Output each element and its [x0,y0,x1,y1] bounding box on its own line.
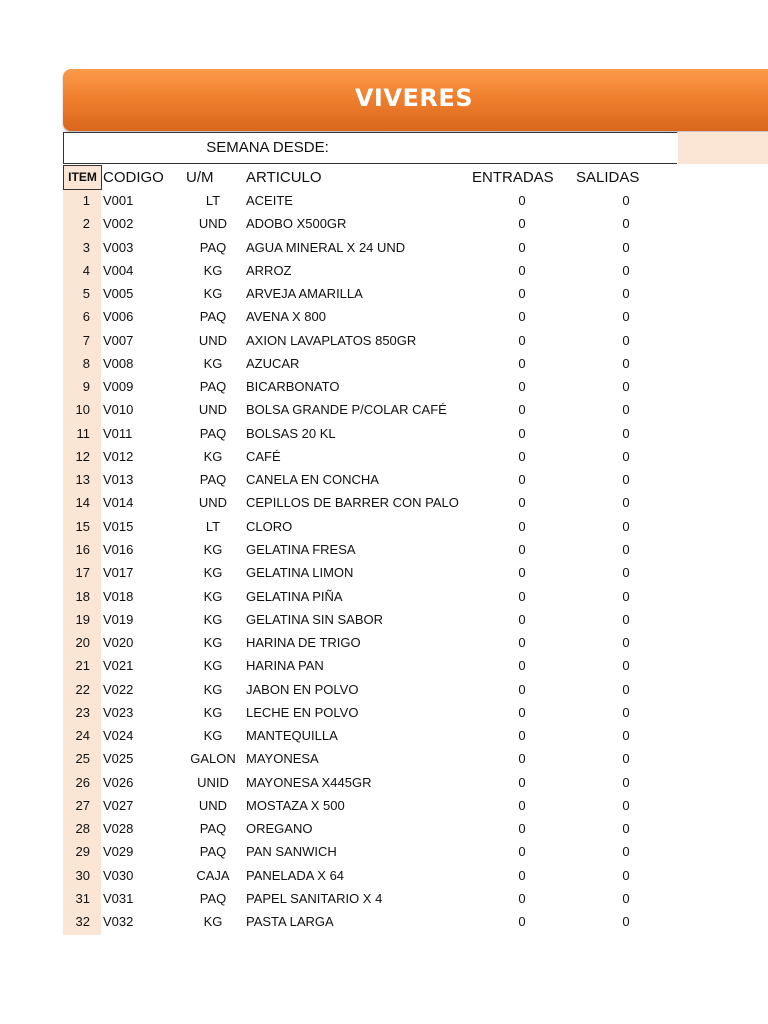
articulo-cell[interactable]: AXION LAVAPLATOS 850GR [246,332,417,348]
um-cell[interactable]: LT [205,193,221,208]
articulo-cell[interactable]: ACEITE [246,193,293,208]
salidas-cell[interactable]: 0 [622,216,630,232]
item-number: 5 [82,286,90,302]
articulo-cell[interactable]: GELATINA PIÑA [246,588,343,604]
articulo-cell[interactable]: AZUCAR [246,355,300,371]
entradas-cell[interactable]: 0 [518,635,526,651]
um-cell[interactable]: PAQ [199,309,227,325]
table-row [63,399,768,422]
entradas-cell[interactable]: 0 [518,379,526,395]
item-number: 11 [76,425,90,441]
entradas-cell[interactable]: 0 [518,193,526,208]
table-row [63,702,768,725]
codigo-cell[interactable]: V024 [103,728,134,744]
entradas-cell[interactable]: 0 [518,262,526,278]
codigo-cell[interactable]: V011 [103,425,133,441]
articulo-cell[interactable]: MAYONESA X445GR [246,774,372,790]
salidas-cell[interactable]: 0 [622,821,630,837]
um-cell[interactable]: PAQ [199,472,227,488]
item-number: 32 [75,914,90,930]
entradas-cell[interactable]: 0 [518,425,526,441]
um-cell[interactable]: KG [203,728,223,744]
salidas-cell[interactable]: 0 [622,448,630,464]
item-number: 2 [82,216,90,232]
entradas-cell[interactable]: 0 [518,681,526,697]
item-number: 17 [75,565,90,581]
um-cell[interactable]: UND [198,402,228,418]
week-label: SEMANA DESDE: [63,132,472,164]
codigo-cell[interactable]: V025 [103,751,134,767]
item-number: 29 [75,844,90,860]
item-number: 10 [75,402,90,418]
item-number: 22 [75,681,90,697]
table-row [63,725,768,748]
salidas-cell[interactable]: 0 [622,751,630,767]
item-number: 7 [82,332,90,348]
um-cell[interactable]: KG [203,541,223,557]
salidas-cell[interactable]: 0 [622,635,630,651]
codigo-cell[interactable]: V001 [103,193,134,208]
entradas-cell[interactable]: 0 [518,495,526,511]
codigo-cell[interactable]: V013 [103,472,134,488]
entradas-cell[interactable]: 0 [518,728,526,744]
salidas-cell[interactable]: 0 [622,588,630,604]
codigo-cell[interactable]: V029 [103,844,134,860]
item-number: 31 [75,890,90,906]
week-row [63,132,768,164]
codigo-cell[interactable]: V005 [103,286,134,302]
item-number: 20 [75,635,90,651]
table-row [63,516,768,539]
entradas-cell[interactable]: 0 [518,216,526,232]
table-row [63,423,768,446]
articulo-cell[interactable]: BICARBONATO [246,379,340,395]
header-entradas: ENTRADAS [472,169,554,186]
um-cell[interactable]: UND [198,332,228,348]
articulo-cell[interactable]: GELATINA LIMON [246,565,354,581]
codigo-cell[interactable]: V020 [103,635,134,651]
item-number: 3 [82,239,90,255]
articulo-cell[interactable]: PASTA LARGA [246,914,334,930]
codigo-cell[interactable]: V003 [103,239,134,255]
salidas-cell[interactable]: 0 [622,495,630,511]
item-number: 28 [75,821,90,837]
salidas-cell[interactable]: 0 [622,681,630,697]
entradas-cell[interactable]: 0 [518,565,526,581]
table-row [63,260,768,283]
codigo-cell[interactable]: V019 [103,611,134,627]
codigo-cell[interactable]: V022 [103,681,134,697]
inventory-table-body [63,190,768,935]
codigo-cell[interactable]: V026 [103,774,134,790]
articulo-cell[interactable]: HARINA DE TRIGO [246,635,361,651]
entradas-cell[interactable]: 0 [518,914,526,930]
item-number: 14 [75,495,90,511]
codigo-cell[interactable]: V031 [103,890,134,906]
codigo-cell[interactable]: V021 [103,658,134,674]
articulo-cell[interactable]: PAN SANWICH [246,844,337,860]
header-item: ITEM [63,165,102,190]
table-row [63,353,768,376]
articulo-cell[interactable]: MOSTAZA X 500 [246,797,345,813]
entradas-cell[interactable]: 0 [518,309,526,325]
salidas-cell[interactable]: 0 [622,914,630,930]
articulo-cell[interactable]: BOLSAS 20 KL [246,425,336,441]
item-number: 19 [75,611,90,627]
item-number: 9 [82,379,90,395]
um-cell[interactable]: PAQ [199,821,227,837]
item-number: 12 [75,448,90,464]
um-cell[interactable]: KG [203,611,223,627]
articulo-cell[interactable]: CEPILLOS DE BARRER CON PALO [246,495,459,511]
articulo-cell[interactable]: GELATINA SIN SABOR [246,611,384,627]
articulo-cell[interactable]: ARVEJA AMARILLA [246,286,363,302]
salidas-cell[interactable]: 0 [622,239,630,255]
codigo-cell[interactable]: V027 [103,797,134,813]
articulo-cell[interactable]: AVENA X 800 [246,309,326,325]
table-row [63,190,768,213]
table-row [63,446,768,469]
item-number: 6 [82,309,90,325]
codigo-cell[interactable]: V010 [103,402,134,418]
item-number: 15 [75,518,90,534]
entradas-cell[interactable]: 0 [518,518,526,534]
codigo-cell[interactable]: V017 [103,565,134,581]
articulo-cell[interactable]: MANTEQUILLA [246,728,338,744]
um-cell[interactable]: UNID [197,774,229,790]
table-row [63,213,768,236]
codigo-cell[interactable]: V018 [103,588,134,604]
table-row [63,237,768,260]
entradas-cell[interactable]: 0 [518,844,526,860]
articulo-cell[interactable]: OREGANO [246,821,313,837]
um-cell[interactable]: KG [203,635,223,651]
articulo-cell[interactable]: AGUA MINERAL X 24 UND [246,239,406,255]
salidas-cell[interactable]: 0 [622,355,630,371]
codigo-cell[interactable]: V028 [103,821,134,837]
week-value-cell[interactable] [471,132,677,164]
item-number: 13 [75,472,90,488]
salidas-cell[interactable]: 0 [622,286,630,302]
table-row [63,632,768,655]
articulo-cell[interactable]: PAPEL SANITARIO X 4 [246,890,383,906]
item-number: 4 [82,262,90,278]
articulo-cell[interactable]: CANELA EN CONCHA [246,472,379,488]
um-cell[interactable]: LT [205,518,221,534]
item-number: 24 [75,728,90,744]
entradas-cell[interactable]: 0 [518,402,526,418]
um-cell[interactable]: PAQ [199,239,227,255]
um-cell[interactable]: KG [203,286,223,302]
um-cell[interactable]: KG [203,262,223,278]
table-row [63,562,768,585]
entradas-cell[interactable]: 0 [518,472,526,488]
table-row [63,772,768,795]
item-number: 21 [75,658,90,674]
entradas-cell[interactable]: 0 [518,797,526,813]
um-cell[interactable]: PAQ [199,890,227,906]
header-salidas: SALIDAS [576,169,640,186]
codigo-cell[interactable]: V008 [103,355,134,371]
table-row [63,586,768,609]
entradas-cell[interactable]: 0 [518,867,526,883]
salidas-cell[interactable]: 0 [622,402,630,418]
codigo-cell[interactable]: V015 [103,518,134,534]
table-row [63,818,768,841]
articulo-cell[interactable]: ARROZ [246,262,292,278]
salidas-cell[interactable]: 0 [622,890,630,906]
salidas-cell[interactable]: 0 [622,262,630,278]
table-row [63,655,768,678]
salidas-cell[interactable]: 0 [622,797,630,813]
salidas-cell[interactable]: 0 [622,472,630,488]
codigo-cell[interactable]: V006 [103,309,134,325]
articulo-cell[interactable]: CLORO [246,518,293,534]
header-codigo: CODIGO [103,169,164,186]
um-cell[interactable]: UND [198,216,228,232]
articulo-cell[interactable]: JABON EN POLVO [246,681,359,697]
item-number: 18 [75,588,90,604]
um-cell[interactable]: KG [203,588,223,604]
um-cell[interactable]: GALON [190,751,236,767]
entradas-cell[interactable]: 0 [518,286,526,302]
entradas-cell[interactable]: 0 [518,774,526,790]
table-row [63,283,768,306]
salidas-cell[interactable]: 0 [622,704,630,720]
table-row [63,865,768,888]
entradas-cell[interactable]: 0 [518,890,526,906]
entradas-cell[interactable]: 0 [518,588,526,604]
item-number: 23 [75,704,90,720]
entradas-cell[interactable]: 0 [518,751,526,767]
salidas-cell[interactable]: 0 [622,611,630,627]
table-row [63,376,768,399]
codigo-cell[interactable]: V004 [103,262,134,278]
table-row [63,330,768,353]
salidas-cell[interactable]: 0 [622,728,630,744]
table-row [63,306,768,329]
um-cell[interactable]: KG [203,448,223,464]
articulo-cell[interactable]: LECHE EN POLVO [246,704,359,720]
um-cell[interactable]: KG [203,681,223,697]
um-cell[interactable]: UND [198,797,228,813]
item-number: 30 [75,867,90,883]
week-row-fill [678,132,768,164]
codigo-cell[interactable]: V002 [103,216,134,232]
um-cell[interactable]: PAQ [199,379,227,395]
salidas-cell[interactable]: 0 [622,565,630,581]
salidas-cell[interactable]: 0 [622,332,630,348]
articulo-cell[interactable]: PANELADA X 64 [246,867,345,883]
entradas-cell[interactable]: 0 [518,239,526,255]
item-number: 26 [75,774,90,790]
table-row [63,609,768,632]
um-cell[interactable]: KG [203,565,223,581]
item-number: 27 [75,797,90,813]
um-cell[interactable]: KG [203,658,223,674]
salidas-cell[interactable]: 0 [622,867,630,883]
codigo-cell[interactable]: V032 [103,914,134,930]
articulo-cell[interactable]: HARINA PAN [246,658,324,674]
articulo-cell[interactable]: ADOBO X500GR [246,216,347,232]
table-row [63,911,768,934]
um-cell[interactable]: KG [203,355,223,371]
codigo-cell[interactable]: V012 [103,448,134,464]
entradas-cell[interactable]: 0 [518,332,526,348]
articulo-cell[interactable]: CAFÉ [246,448,281,464]
table-row [63,888,768,911]
entradas-cell[interactable]: 0 [518,448,526,464]
salidas-cell[interactable]: 0 [622,309,630,325]
header-articulo: ARTICULO [246,169,322,186]
title-banner [63,69,768,131]
entradas-cell[interactable]: 0 [518,541,526,557]
item-number: 16 [75,541,90,557]
header-um: U/M [186,169,214,186]
salidas-cell[interactable]: 0 [622,379,630,395]
entradas-cell[interactable]: 0 [518,658,526,674]
table-row [63,795,768,818]
table-row [63,841,768,864]
entradas-cell[interactable]: 0 [518,704,526,720]
codigo-cell[interactable]: V007 [103,332,134,348]
table-row [63,539,768,562]
entradas-cell[interactable]: 0 [518,611,526,627]
um-cell[interactable]: PAQ [199,844,227,860]
um-cell[interactable]: KG [203,704,223,720]
codigo-cell[interactable]: V009 [103,379,134,395]
salidas-cell[interactable]: 0 [622,541,630,557]
articulo-cell[interactable]: GELATINA FRESA [246,541,356,557]
salidas-cell[interactable]: 0 [622,518,630,534]
um-cell[interactable]: UND [198,495,228,511]
um-cell[interactable]: PAQ [199,425,227,441]
um-cell[interactable]: CAJA [196,867,230,883]
item-number: 8 [82,355,90,371]
salidas-cell[interactable]: 0 [622,658,630,674]
codigo-cell[interactable]: V023 [103,704,134,720]
codigo-cell[interactable]: V016 [103,541,134,557]
table-row [63,492,768,515]
codigo-cell[interactable]: V030 [103,867,134,883]
page-title: VIVERES [354,84,473,112]
codigo-cell[interactable]: V014 [103,495,134,511]
item-number: 1 [82,193,90,208]
item-number: 25 [75,751,90,767]
table-row [63,469,768,492]
articulo-cell[interactable]: BOLSA GRANDE P/COLAR CAFÉ [246,402,447,418]
articulo-cell[interactable]: MAYONESA [246,751,319,767]
um-cell[interactable]: KG [203,914,223,930]
table-header [63,165,768,190]
salidas-cell[interactable]: 0 [622,774,630,790]
salidas-cell[interactable]: 0 [622,844,630,860]
entradas-cell[interactable]: 0 [518,821,526,837]
table-row [63,748,768,771]
salidas-cell[interactable]: 0 [622,425,630,441]
salidas-cell[interactable]: 0 [622,193,630,208]
entradas-cell[interactable]: 0 [518,355,526,371]
table-row [63,679,768,702]
